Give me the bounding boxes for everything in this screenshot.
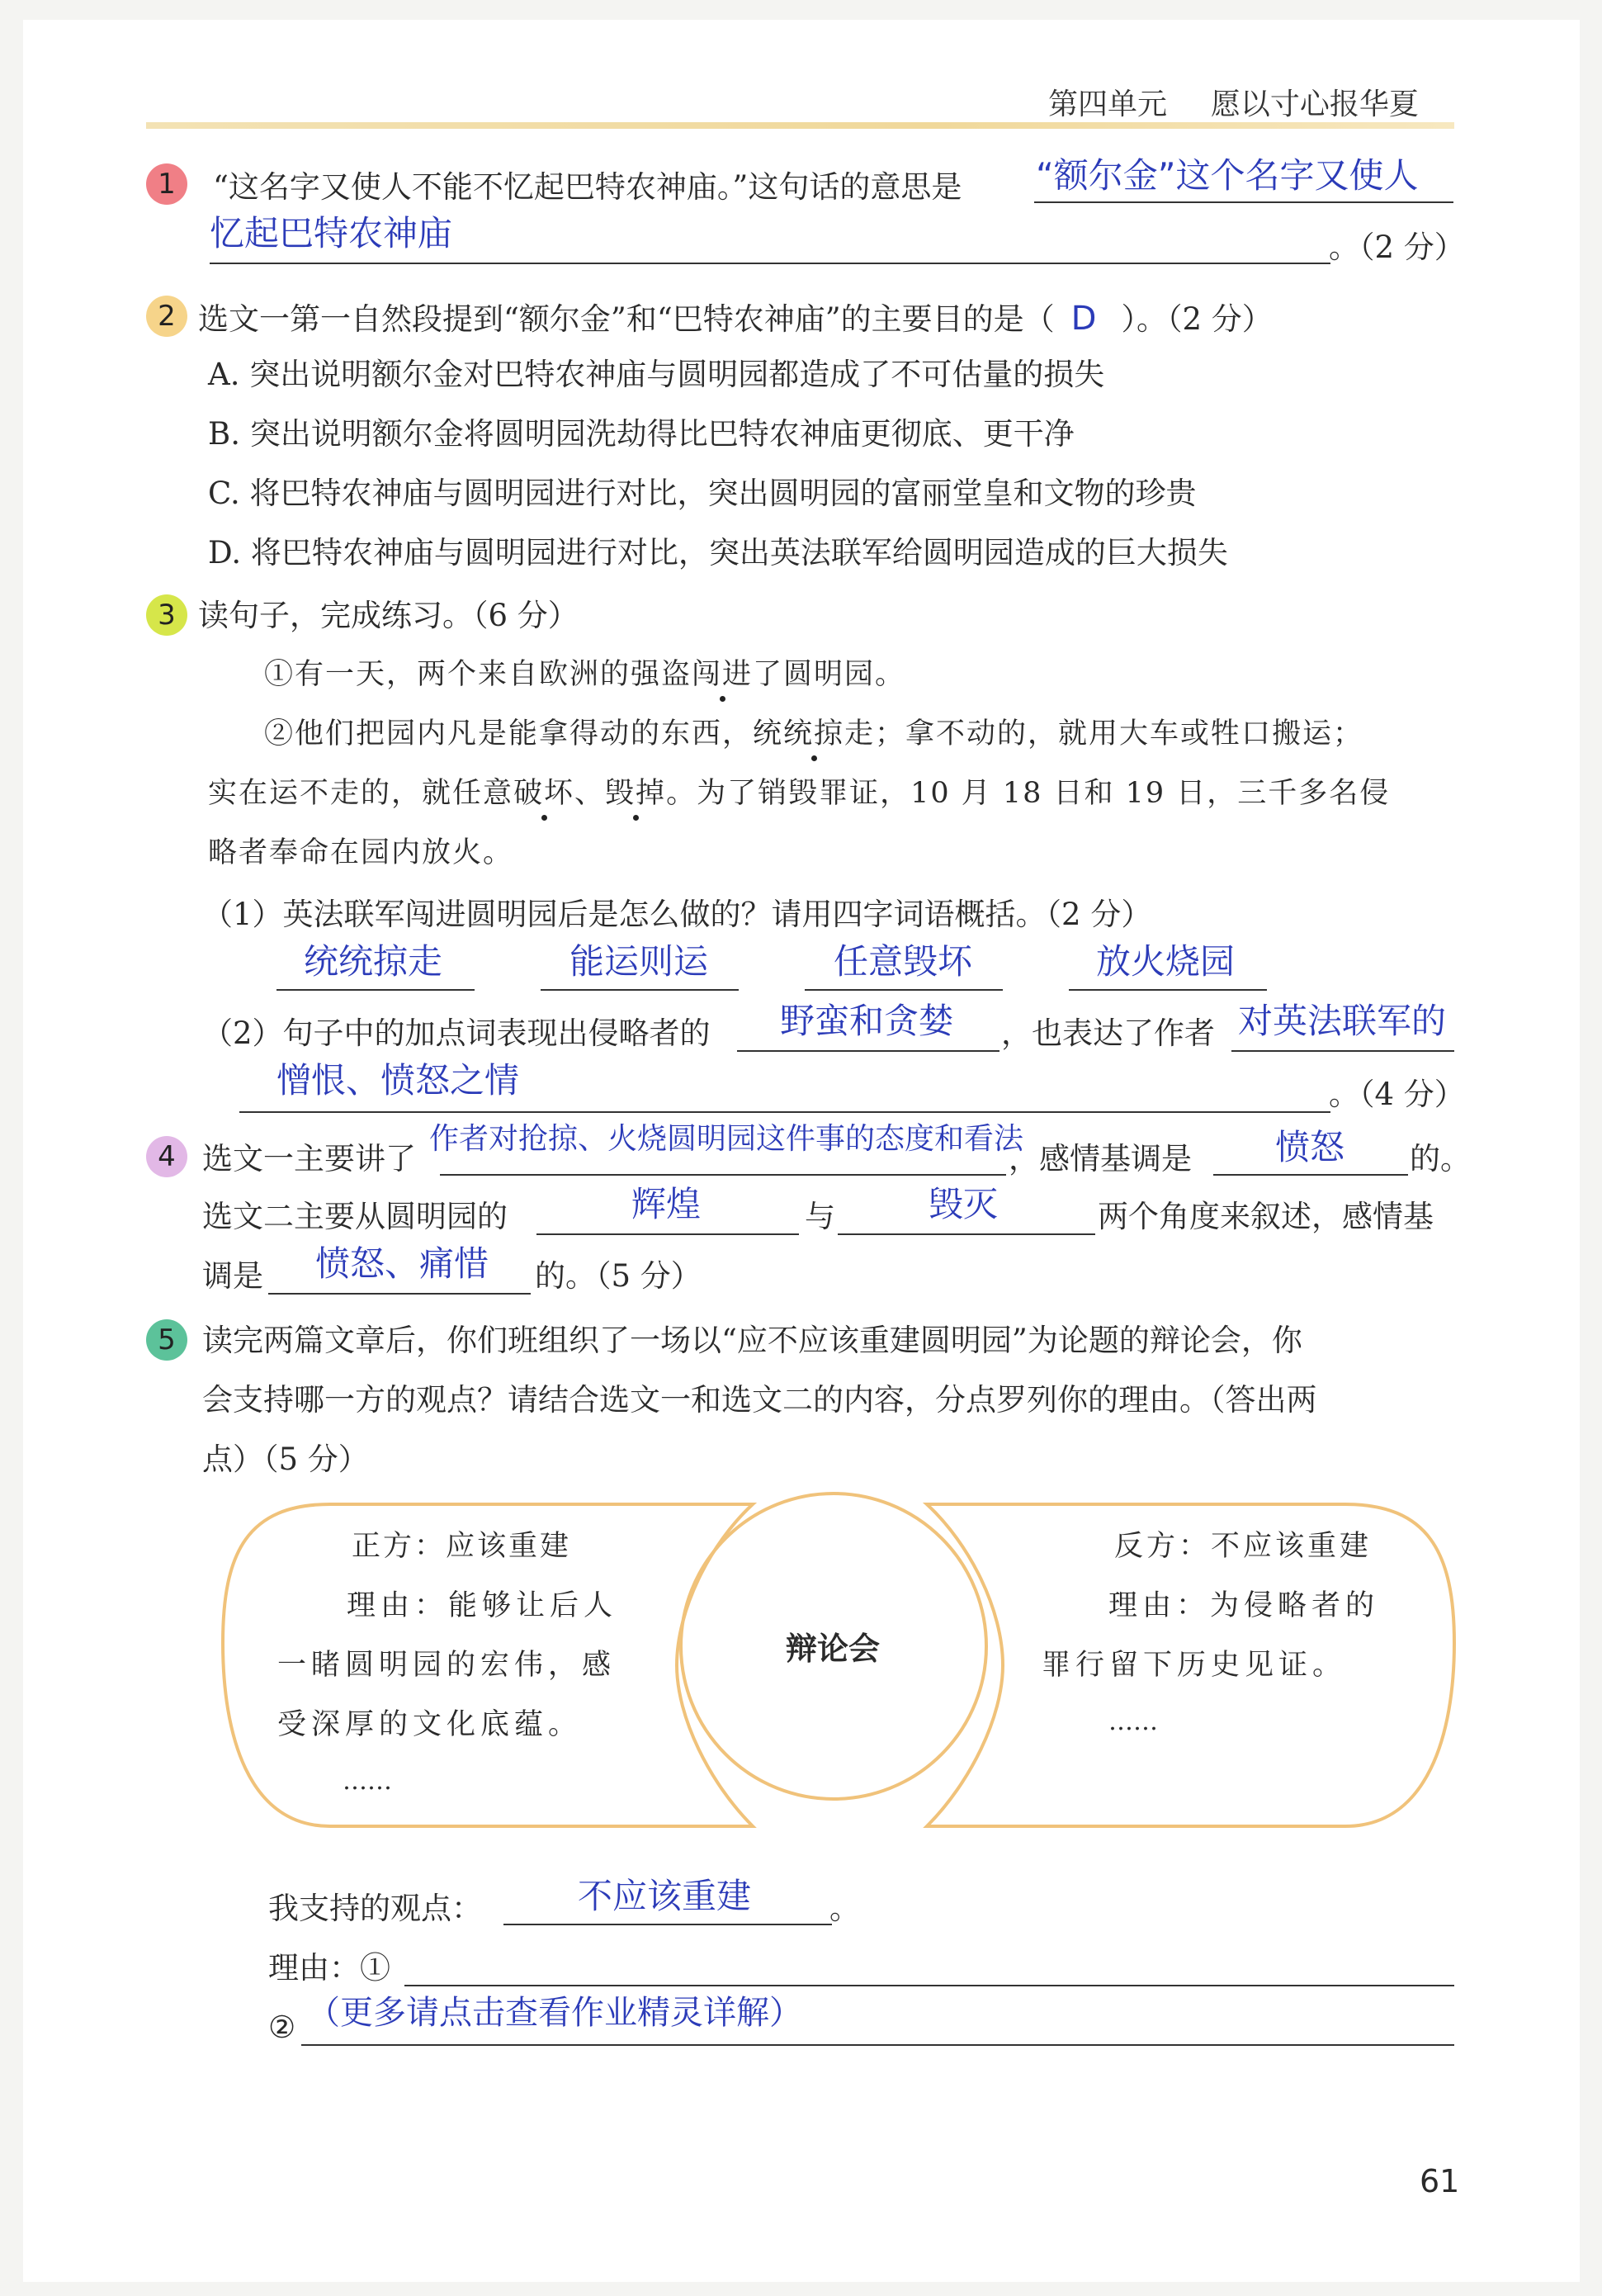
question-3-part-2-b: ，也表达了作者 (1001, 1015, 1215, 1051)
question-4-text-a: 选文一主要讲了 (202, 1141, 416, 1176)
part-2-answer-1: 野蛮和贪婪 (780, 1001, 954, 1041)
question-2-option-d: D. 将巴特农神庙与圆明园进行对比，突出英法联军给圆明园造成的巨大损失 (208, 535, 1228, 570)
question-1-badge: 1 (146, 163, 187, 205)
question-4-text-d: 选文二主要从圆明园的 (202, 1199, 508, 1234)
part-1-answer-4: 放火烧园 (1096, 941, 1236, 982)
part-2-answer-3: 憎恨、愤怒之情 (276, 1060, 520, 1101)
question-5-badge: 5 (146, 1319, 187, 1361)
question-4-answer-2: 愤怒 (1275, 1127, 1345, 1167)
question-2-score: ）。（2 分） (1121, 301, 1273, 337)
quote-3-part-b: 。为了销毁罪证，10 月 18 日和 19 日，三千多名侵 (666, 777, 1391, 810)
question-2-option-b: B. 突出说明额尔金将圆明园洗劫得比巴特农神庙更彻底、更干净 (208, 416, 1075, 452)
quote-1-part-a: ①有一天，两个来自欧洲的强盗 (264, 658, 692, 691)
unit-label: 第四单元 (1048, 88, 1168, 121)
con-title: 反方：不应该重建 (1114, 1530, 1373, 1563)
question-4-text-h: 的。（5 分） (535, 1258, 702, 1294)
quote-2-part-b: ；拿不动的，就用大车或牲口搬运； (875, 717, 1364, 750)
question-2-answer: D (1070, 300, 1097, 338)
quote-sentence-4: 略者奉命在园内放火。 (208, 836, 514, 869)
question-1-answer-line2: 忆起巴特农神庙 (210, 213, 453, 253)
reason-2-label: ② (268, 2010, 296, 2045)
quote-3-mid: 、 (574, 777, 606, 810)
question-1-text: “这名字又使人不能不忆起巴特农神庙。”这句话的意思是 (213, 169, 962, 205)
quote-2-part-a: ②他们把园内凡是能拿得动的东西， (264, 717, 754, 750)
part-1-answer-3: 任意毁坏 (834, 941, 973, 982)
answer-blank (503, 1924, 832, 1925)
quote-1-part-b: 了圆明园。 (753, 658, 906, 691)
question-5-line-1: 读完两篇文章后，你们班组织了一场以“应不应该重建圆明园”为论题的辩论会，你 (202, 1323, 1302, 1358)
reason-2-answer: （更多请点击查看作业精灵详解） (307, 1994, 802, 2032)
question-4-text-e: 与 (805, 1199, 835, 1234)
part-2-answer-2: 对英法联军的 (1238, 1001, 1447, 1041)
question-1-answer-line1: “额尔金”这个名字又使人 (1036, 155, 1419, 196)
question-1-score: 。（2 分） (1329, 230, 1465, 265)
pro-reason-3: 受深厚的文化底蕴。 (277, 1708, 583, 1741)
question-5-line-2: 会支持哪一方的观点？请结合选文一和选文二的内容，分点罗列你的理由。（答出两 (202, 1382, 1317, 1418)
question-4-answer-5: 愤怒、痛惜 (315, 1243, 489, 1284)
question-3-part-2-a: （2）句子中的加点词表现出侵略者的 (202, 1015, 711, 1051)
dotted-word: 破坏 (513, 777, 575, 810)
question-3-part-2-score: 。（4 分） (1329, 1077, 1465, 1112)
question-2-option-c: C. 将巴特农神庙与圆明园进行对比，突出圆明园的富丽堂皇和文物的珍贵 (208, 476, 1197, 511)
question-4-answer-3: 辉煌 (631, 1184, 702, 1224)
page-number: 61 (1420, 2163, 1460, 2199)
question-2-badge: 2 (146, 296, 187, 337)
support-end: 。 (829, 1891, 860, 1926)
debate-center-label: 辩论会 (786, 1631, 881, 1667)
dotted-word: 统统掠走 (753, 717, 876, 750)
question-3-title: 读句子，完成练习。（6 分） (198, 598, 579, 633)
answer-blank (301, 2044, 1454, 2046)
part-1-answer-2: 能运则运 (569, 941, 709, 982)
pro-reason-1: 理由：能够让后人 (347, 1589, 618, 1622)
support-answer: 不应该重建 (578, 1876, 752, 1916)
reason-label: 理由：① (268, 1950, 390, 1986)
support-label: 我支持的观点： (268, 1891, 482, 1926)
part-1-answer-1: 统统掠走 (304, 941, 443, 982)
con-ellipsis: …… (1108, 1707, 1158, 1736)
unit-title: 愿以寸心报华夏 (1210, 88, 1419, 121)
con-reason-2: 罪行留下历史见证。 (1042, 1649, 1347, 1682)
con-reason-1: 理由：为侵略者的 (1108, 1589, 1380, 1622)
pro-title: 正方：应该重建 (352, 1530, 572, 1563)
question-3-part-1: （1）英法联军闯进圆明园后是怎么做的？请用四字词语概括。（2 分） (202, 897, 1152, 932)
question-2-option-a: A. 突出说明额尔金对巴特农神庙与圆明园都造成了不可估量的损失 (208, 357, 1105, 392)
answer-blank (404, 1985, 1454, 1986)
question-4-text-b: ，感情基调是 (1009, 1141, 1192, 1176)
question-4-text-g: 调是 (202, 1258, 263, 1294)
dotted-word: 毁掉 (605, 777, 667, 810)
quote-3-part-a: 实在运不走的，就任意 (208, 777, 514, 810)
pro-reason-2: 一睹圆明园的宏伟，感 (277, 1649, 617, 1682)
question-2-stem: 选文一第一自然段提到“额尔金”和“巴特农神庙”的主要目的是（ (198, 301, 1055, 337)
pro-ellipsis: …… (343, 1767, 392, 1796)
question-3-badge: 3 (146, 594, 187, 636)
question-4-text-c: 的。 (1410, 1141, 1471, 1176)
dotted-word: 闯进 (692, 658, 754, 691)
question-4-badge: 4 (146, 1136, 187, 1177)
question-4-text-f: 两个角度来叙述，感情基 (1098, 1199, 1434, 1234)
question-4-answer-4: 毁灭 (929, 1184, 999, 1224)
question-5-line-3: 点）（5 分） (202, 1442, 369, 1477)
question-4-answer-1: 作者对抢掠、火烧圆明园这件事的态度和看法 (429, 1122, 1024, 1156)
